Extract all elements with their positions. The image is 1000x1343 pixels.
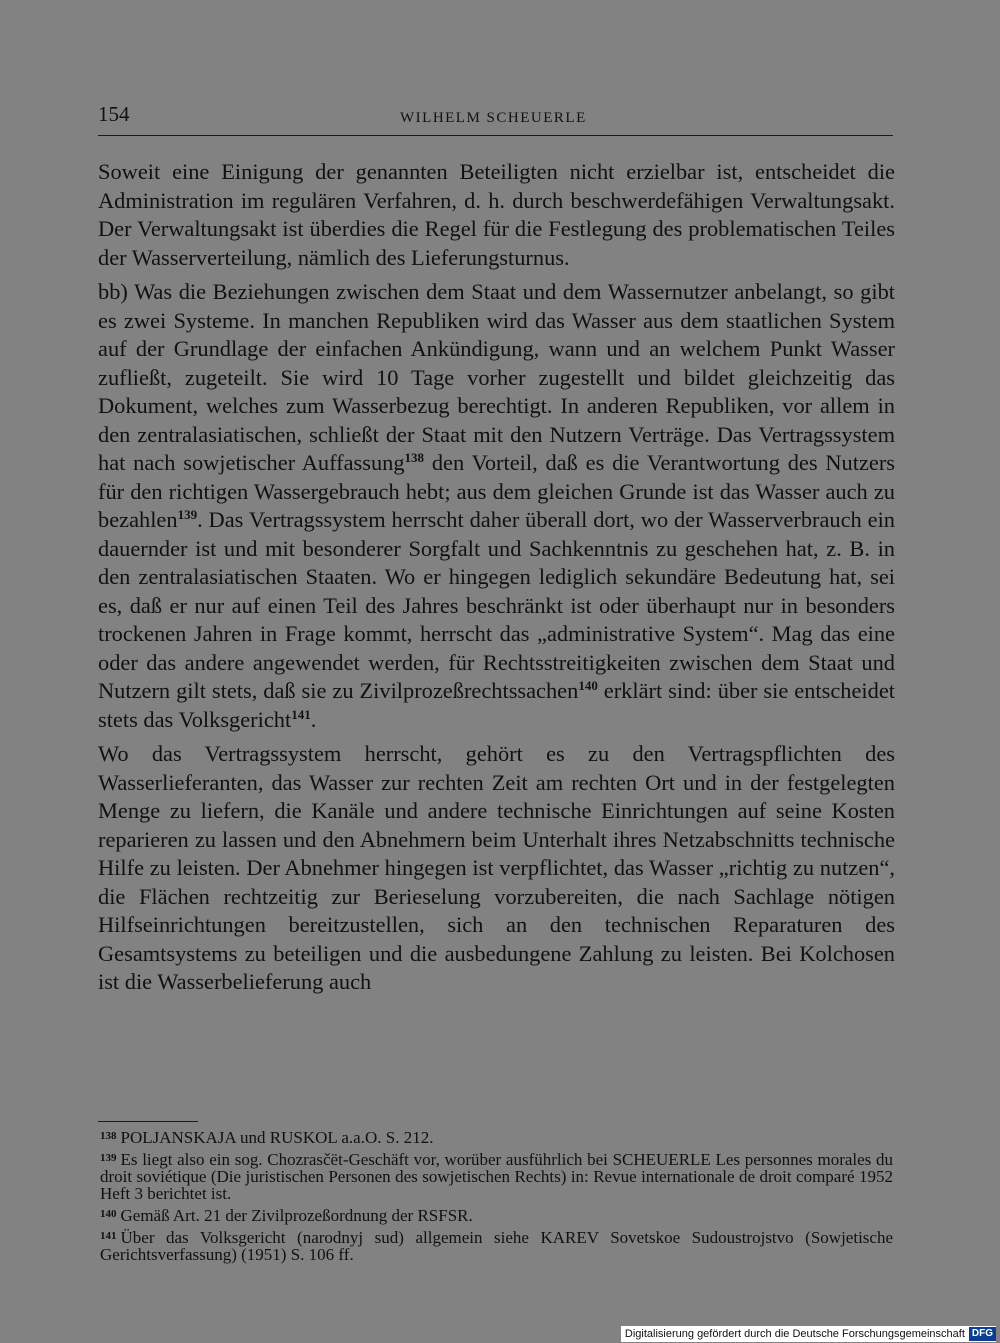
footnote-reference: 138 — [404, 450, 425, 465]
paragraph-text: erklärt sind: über sie entscheidet stets das Volksgericht — [98, 678, 895, 732]
footnote-text: Gemäß Art. 21 der Zivilprozeßordnung der RSFSR. — [120, 1206, 473, 1225]
body-paragraph — [98, 278, 895, 734]
footnote — [100, 1206, 893, 1224]
footnote-reference: 141 — [291, 706, 311, 722]
footnote-text: Über das Volksgericht (narodnyj sud) allgemein siehe KAREV Sovetskoe Sudoustrojstvo (Sowjetische Gerichtsverfassung) (1951) S. 106 ff. — [100, 1228, 893, 1264]
footnotes — [100, 1128, 893, 1267]
paragraph-text: Soweit eine Einigung der genannten Beteiligten nicht erzielbar ist, entscheidet die Administration im regulären Verfahren, d. h. durch beschwerdefähigen Verwaltungsakt. Der Verwaltungsakt ist überdies die Regel für die Festlegung des problematischen Teiles der Wasserverteilung, nämlich des Lieferungsturnus. — [98, 159, 895, 270]
footnote-number: 141 — [100, 1230, 117, 1242]
body-paragraph — [98, 158, 895, 272]
running-head: WILHELM SCHEUERLE — [400, 110, 587, 126]
dfg-logo: DFG — [969, 1327, 996, 1341]
body-text — [98, 158, 895, 997]
footnote — [100, 1128, 893, 1146]
footnote-number: 138 — [100, 1130, 117, 1142]
paragraph-text: Wo das Vertragssystem herrscht, gehört es zu den Vertragspflichten des Wasserlieferanten, das Wasser zur rechten Zeit am rechten Ort und in der festgelegten Menge zu liefern, die Kanäle und andere technische Einrichtungen auf seine Kosten reparieren zu lassen und den Abnehmern beim Unterhalt ihres Netzabschnitts technische Hilfe zu leisten. Der Abnehmer hingegen ist verpflichtet, das Wasser „richtig zu nutzen“, die Flächen rechtzeitig zur Berieselung vorzubereiten, die nach Sachlage nötigen Hilfseinrichtungen bereitzustellen, sich an den technischen Reparaturen des Gesamtsystems zu beteiligen und die ausbedungene Zahlung zu leisten. Bei Kolchosen ist die Wasserbelieferung auch — [98, 741, 895, 994]
body-paragraph — [98, 740, 895, 997]
footnote — [100, 1228, 893, 1263]
footnote-number: 140 — [100, 1208, 117, 1220]
paragraph-text: den Vorteil, daß es die Verantwortung des Nutzers für den richtigen Wassergebrauch hebt; aus dem gleichen Grunde ist das Wasser auch zu bezahlen — [98, 450, 895, 532]
footnote-separator — [98, 1121, 198, 1122]
footnote-text: Es liegt also ein sog. Chozrasčët-Geschäft vor, worüber ausführlich bei SCHEUERLE Les personnes morales du droit soviétique (Die juristischen Personen des sowjetischen Rechts) in: Revue internationale de droit comparé 1952 Heft 3 berichtet ist. — [100, 1150, 893, 1203]
footer-banner — [621, 1326, 996, 1342]
footer-credit: Digitalisierung gefördert durch die Deutsche Forschungsgemeinschaft — [624, 1328, 965, 1340]
footnote — [100, 1150, 893, 1202]
footnote-reference: 140 — [578, 678, 598, 693]
page-header — [98, 100, 893, 138]
header-rule — [98, 135, 893, 136]
footnote-number: 139 — [100, 1152, 117, 1164]
paragraph-text: bb) Was die Beziehungen zwischen dem Staat und dem Wassernutzer anbelangt, so gibt es zwei Systeme. In manchen Republiken wird das Wasser aus dem staatlichen System auf der Grundlage der einfachen Ankündigung, wann und an welchem Punkt Wasser zufließt, zugeteilt. Sie wird 10 Tage vorher zugestellt und bildet gleichzeitig das Dokument, welches zum Wasserbezug berechtigt. In anderen Republiken, vor allem in den zentralasiatischen, schließt der Staat mit den Nutzern Verträge. Das Vertragssystem hat nach sowjetischer Auffassung — [98, 279, 895, 475]
footnote-reference: 139 — [177, 507, 198, 522]
page-number: 154 — [98, 102, 130, 126]
paragraph-text: . — [310, 706, 317, 732]
paragraph-text: . Das Vertragssystem herrscht daher überall dort, wo der Wasserverbrauch ein dauernder ist und mit besonderer Sorgfalt und Sachkenntnis zu geschehen hat, z. B. in den zentralasiatischen Staaten. Wo er hingegen lediglich sekundäre Bedeutung hat, sei es, daß er nur auf einen Teil des Jahres beschränkt ist oder überhaupt nur in besonders trockenen Jahren in Frage kommt, herrscht das „administrative System“. Mag das eine oder das andere angewendet werden, für Rechtsstreitigkeiten zwischen dem Staat und Nutzern gilt stets, daß sie zu Zivilprozeßrechtssachen — [98, 507, 895, 703]
footnote-text: POLJANSKAJA und RUSKOL a.a.O. S. 212. — [120, 1128, 434, 1147]
